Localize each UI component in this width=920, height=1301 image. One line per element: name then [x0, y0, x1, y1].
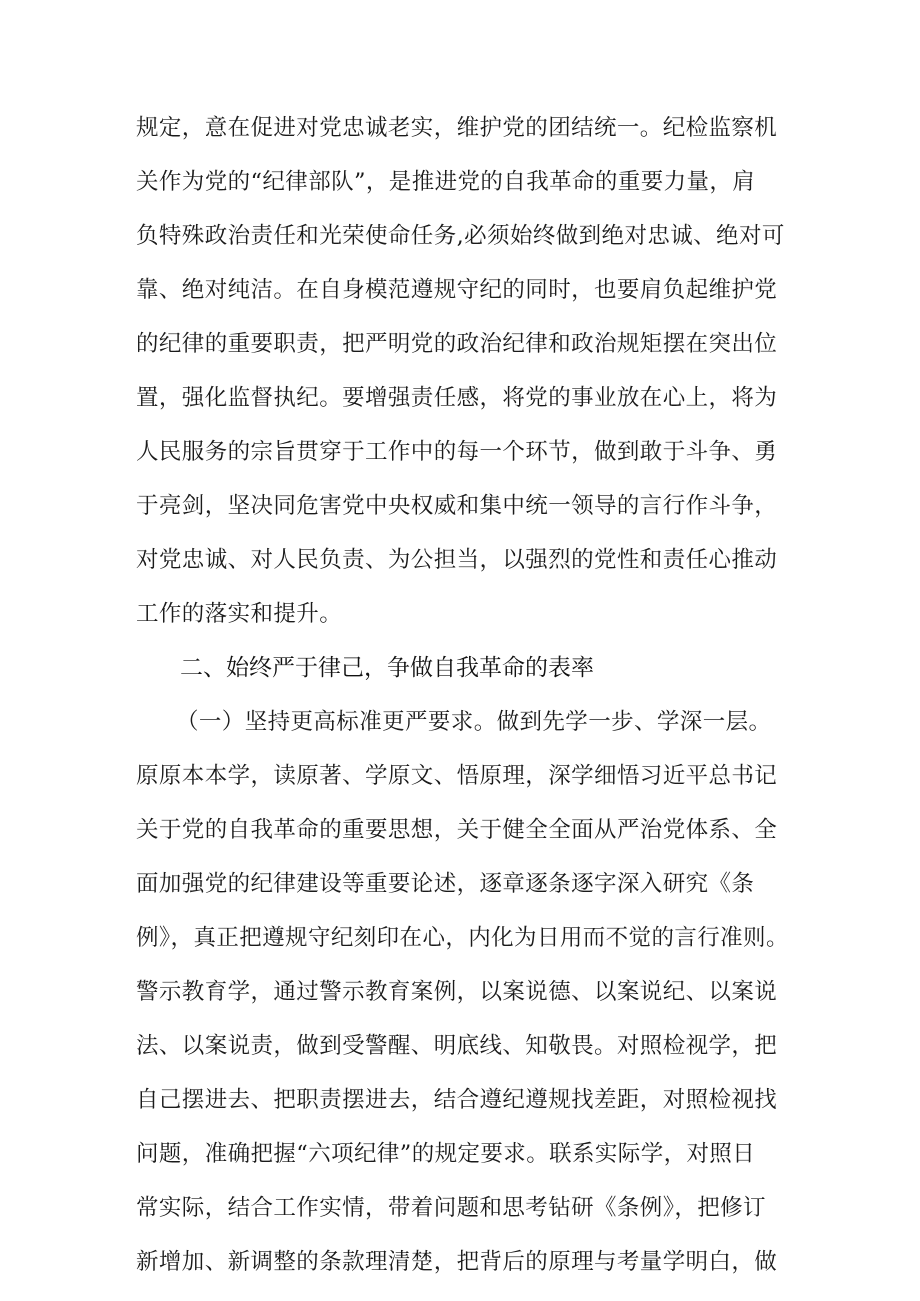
paragraph-2-line-3: 关于党的自我革命的重要思想，关于健全全面从严治党体系、全	[136, 817, 778, 843]
paragraph-1-line-7: 人民服务的宗旨贯穿于工作中的每一个环节，做到敢于斗争、勇	[136, 439, 778, 465]
paragraph-2-line-5: 例》，真正把遵规守纪刻印在心，内化为日用而不觉的言行准则。	[136, 925, 789, 951]
section-heading: 二、始终严于律己，争做自我革命的表率	[180, 655, 594, 681]
paragraph-2-line-9: 问题，准确把握“六项纪律”的规定要求。联系实际学，对照日	[136, 1141, 756, 1167]
paragraph-1-line-5: 的纪律的重要职责，把严明党的政治纪律和政治规矩摆在突出位	[136, 331, 778, 357]
paragraph-2-line-10: 常实际，结合工作实情，带着问题和思考钻研《条例》，把修订	[136, 1195, 766, 1221]
paragraph-1-line-10: 工作的落实和提升。	[136, 601, 343, 627]
paragraph-2-line-11: 新增加、新调整的条款理清楚，把背后的原理与考量学明白，做	[136, 1249, 778, 1275]
paragraph-1-line-1: 规定，意在促进对党忠诚老实，维护党的团结统一。纪检监察机	[136, 115, 778, 141]
paragraph-1-line-3: 负特殊政治责任和光荣使命任务,必须始终做到绝对忠诚、绝对可	[136, 223, 785, 249]
paragraph-2-line-4: 面加强党的纪律建设等重要论述，逐章逐条逐字深入研究《条	[136, 871, 755, 897]
paragraph-2-line-2: 原原本本学，读原著、学原文、悟原理，深学细悟习近平总书记	[136, 763, 778, 789]
paragraph-1-line-8: 于亮剑，坚决同危害党中央权威和集中统一领导的言行作斗争，	[136, 493, 778, 519]
paragraph-2-line-7: 法、以案说责，做到受警醒、明底线、知敬畏。对照检视学，把	[136, 1033, 778, 1059]
paragraph-1-line-2: 关作为党的“纪律部队”，是推进党的自我革命的重要力量，肩	[136, 169, 756, 195]
paragraph-1-line-6: 置，强化监督执纪。要增强责任感，将党的事业放在心上，将为	[136, 385, 778, 411]
paragraph-1-line-4: 靠、绝对纯洁。在自身模范遵规守纪的同时，也要肩负起维护党	[136, 277, 778, 303]
paragraph-2-line-8: 自己摆进去、把职责摆进去，结合遵纪遵规找差距，对照检视找	[136, 1087, 778, 1113]
paragraph-2-line-6: 警示教育学，通过警示教育案例，以案说德、以案说纪、以案说	[136, 979, 778, 1005]
paragraph-1-line-9: 对党忠诚、对人民负责、为公担当，以强烈的党性和责任心推动	[136, 547, 778, 573]
paragraph-2-line-1: （一）坚持更高标准更严要求。做到先学一步、学深一层。	[176, 709, 772, 735]
